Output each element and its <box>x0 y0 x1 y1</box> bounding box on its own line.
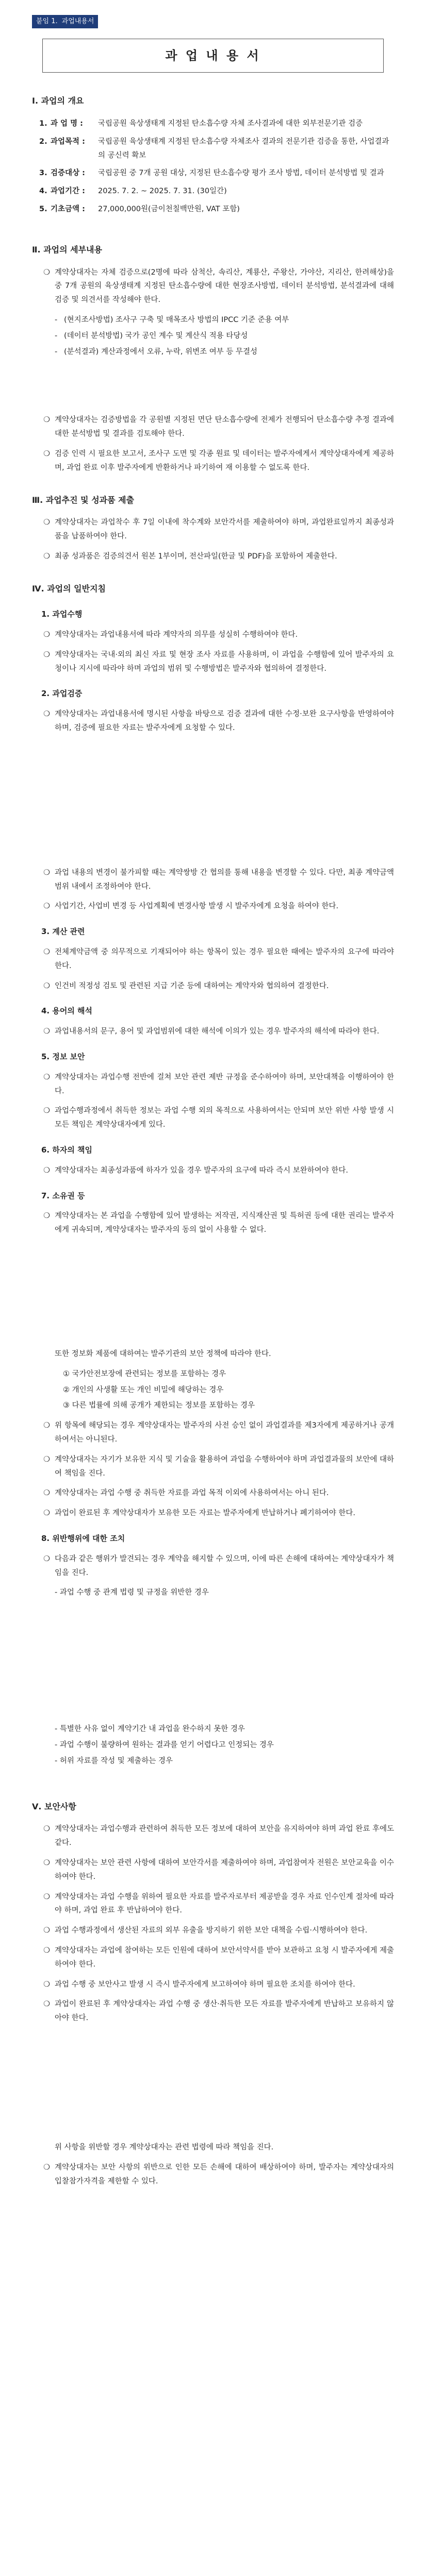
paragraph-text: 또한 정보화 제품에 대하여는 발주기관의 보안 정책에 따라야 한다. <box>55 1349 271 1358</box>
subsection-heading: 5. 정보 보안 <box>41 1052 85 1061</box>
paragraph-text: 과업 내용의 변경이 불가피할 때는 계약쌍방 간 협의를 통해 내용을 변경할 수 있다. 다만, 최종 계약금액 범위 내에서 조정하여야 한다. <box>55 868 394 891</box>
dash-item <box>55 1586 394 1600</box>
circled-text: ② 개인의 사생활 또는 개인 비밀에 해당하는 경우 <box>63 1385 224 1394</box>
row-number: 3. <box>39 169 47 178</box>
bullet-icon: ❍ <box>43 631 50 639</box>
dash-icon: - <box>55 315 58 324</box>
overview-row <box>39 166 394 180</box>
paragraph-text: 계약상대자는 과업에 참여하는 모든 인원에 대하여 보안서약서를 받아 보관하고 요청 시 발주자에게 제출하여야 한다. <box>55 1946 394 1969</box>
paragraph <box>43 1822 394 1850</box>
paragraph <box>43 1164 394 1178</box>
paragraph <box>43 1104 394 1132</box>
bullet-icon: ❍ <box>43 1212 50 1221</box>
subsection-heading: 1. 과업수행 <box>41 609 83 619</box>
section-guidelines-heading: Ⅳ. 과업의 일반지침 <box>32 583 106 594</box>
dash-item <box>55 345 394 359</box>
bullet-icon: ❍ <box>43 1554 50 1563</box>
paragraph-text: 사업기간, 사업비 변경 등 사업계획에 변경사항 발생 시 발주자에게 요청을 하여야 한다. <box>55 902 339 911</box>
paragraph <box>43 516 394 544</box>
bullet-icon <box>43 1347 55 1361</box>
paragraph-text: 과업이 완료된 후 계약상대자는 과업 수행 중 생산·취득한 모든 자료를 발주자에게 반납하고 보유하지 않아야 한다. <box>55 2000 394 2023</box>
bullet-icon: ❍ <box>43 1858 50 1867</box>
subsection-heading: 7. 소유권 등 <box>41 1191 85 1200</box>
bullet-icon: ❍ <box>43 1892 50 1901</box>
subsection-heading: 2. 과업검증 <box>41 689 83 699</box>
paragraph <box>43 1071 394 1098</box>
row-number: 4. <box>39 187 47 196</box>
dash-text: (분석결과) 계산과정에서 오류, 누락, 위변조 여부 등 무결성 <box>64 347 257 356</box>
paragraph <box>43 1856 394 1884</box>
paragraph-text: 과업 수행 중 보안사고 발생 시 즉시 발주자에게 보고하여야 하며 필요한 조치를 하여야 한다. <box>55 1980 355 1989</box>
dash-icon: - <box>55 347 58 356</box>
row-key: 기초금액 : <box>51 202 98 216</box>
row-value: 27,000,000원(금이천칠백만원, VAT 포함) <box>98 205 240 214</box>
bullet-icon: ❍ <box>43 1107 50 1115</box>
dash-text: (현지조사방법) 조사구 구축 및 매목조사 방법의 IPCC 기준 준용 여부 <box>64 315 289 324</box>
paragraph <box>43 550 394 564</box>
paragraph-text: 검증 인력 시 필요한 보고서, 조사구 도면 및 각종 원료 및 데이터는 발주자에게서 계약상대자에게 제공하며, 과업 완료 이후 발주자에게 반환하거나 파기하여 재 이용할 수 없도록 한다. <box>55 450 394 472</box>
paragraph <box>43 266 394 307</box>
bullet-icon: ❍ <box>43 450 50 458</box>
bullet-icon: ❍ <box>43 1421 50 1430</box>
circled-text: ① 국가안전보장에 관련되는 정보를 포함하는 경우 <box>63 1369 226 1378</box>
circled-text: ③ 다른 법률에 의해 공개가 제한되는 정보를 포함하는 경우 <box>63 1401 255 1410</box>
bullet-icon: ❍ <box>43 416 50 425</box>
paragraph-text: 과업이 완료된 후 계약상대자가 보유한 모든 자료는 발주자에게 반납하거나 폐기하여야 한다. <box>55 1509 355 1518</box>
paragraph <box>43 1209 394 1237</box>
bullet-icon: ❍ <box>43 1509 50 1518</box>
paragraph <box>43 1978 394 1992</box>
circled-item <box>63 1399 394 1413</box>
paragraph-text: 계약상대자는 보안 사항의 위반으로 인한 모든 손해에 대하여 배상하여야 하며, 발주자는 계약상대자의 입찰참가자격을 제한할 수 있다. <box>55 2163 394 2185</box>
paragraph-text: 과업 수행과정에서 생산된 자료의 외부 유출을 방지하기 위한 보안 대책을 수립·시행하여야 한다. <box>55 1926 368 1935</box>
row-number: 1. <box>39 120 47 128</box>
paragraph <box>43 866 394 894</box>
subsection-heading: 3. 계산 관련 <box>41 927 85 937</box>
paragraph-text: 위 사항을 위반할 경우 계약상대자는 관련 법령에 따라 책임을 진다. <box>55 2143 274 2152</box>
bullet-icon: ❍ <box>43 902 50 911</box>
paragraph-text: 최종 성과품은 검증의견서 원본 1부이며, 전산파일(한글 및 PDF)을 포함하여 제출한다. <box>55 552 337 561</box>
dash-text: - 허위 자료를 작성 및 제출하는 경우 <box>55 1756 173 1765</box>
paragraph-text: 계약상대자는 과업수행 전반에 걸쳐 보안 관련 제반 규정을 준수하여야 하며, 보안대책을 이행하여야 한다. <box>55 1073 394 1095</box>
section-security-heading: Ⅴ. 보안사항 <box>32 1801 76 1811</box>
dash-icon: - <box>55 331 58 340</box>
paragraph-text: 계약상대자는 과업착수 후 7일 이내에 착수계와 보안각서를 제출하여야 하며, 과업완료일까지 최종성과품을 납품하여야 한다. <box>55 518 394 541</box>
paragraph <box>43 413 394 441</box>
row-number: 5. <box>39 205 47 214</box>
paragraph-text: 다음과 같은 행위가 발견되는 경우 계약을 해지할 수 있으며, 이에 따른 손해에 대하여는 계약상대자가 책임을 진다. <box>55 1554 394 1577</box>
paragraph-text: 위 항목에 해당되는 경우 계약상대자는 발주자의 사전 승인 없이 과업결과를 제3자에게 제공하거나 공개하여서는 아니된다. <box>55 1421 394 1444</box>
bullet-icon <box>43 2141 55 2155</box>
bullet-icon: ❍ <box>43 2163 50 2172</box>
paragraph <box>43 707 394 735</box>
paragraph <box>43 1453 394 1481</box>
paragraph-text: 계약상대자는 검증방법을 각 공원별 지정된 면단 탄소흡수량에 전제가 전행되어 탄소흡수량 추정 결과에 대한 분석방법 및 결과를 검토해야 한다. <box>55 416 394 438</box>
paragraph <box>43 2161 394 2189</box>
paragraph <box>43 1890 394 1918</box>
bullet-icon: ❍ <box>43 518 50 527</box>
subsection-heading: 4. 용어의 해석 <box>41 1006 93 1016</box>
bullet-icon: ❍ <box>43 1926 50 1935</box>
circled-item <box>63 1383 394 1397</box>
paragraph <box>43 945 394 973</box>
paragraph <box>43 1924 394 1938</box>
subsection-heading: 6. 하자의 책임 <box>41 1145 93 1155</box>
bullet-icon: ❍ <box>43 1073 50 1081</box>
dash-text: (데이터 분석방법) 국가 공인 계수 및 계산식 적용 타당성 <box>64 331 248 340</box>
dash-item <box>55 1754 394 1768</box>
bullet-icon: ❍ <box>43 1166 50 1175</box>
row-key: 과업기간 : <box>51 184 98 198</box>
paragraph <box>43 1997 394 2025</box>
section-details-heading: Ⅱ. 과업의 세부내용 <box>32 244 102 255</box>
row-key: 과업목적 : <box>51 135 98 163</box>
attachment-name: 과업내용서 <box>61 18 94 25</box>
document-title: 과 업 내 용 서 <box>42 39 384 73</box>
bullet-icon: ❍ <box>43 1027 50 1036</box>
paragraph-text: 계약상대자는 과업수행과 관련하여 취득한 모든 정보에 대하여 보안을 유지하여야 하며 과업 완료 후에도 같다. <box>55 1825 394 1848</box>
overview-row <box>39 184 394 198</box>
bullet-icon: ❍ <box>43 1980 50 1989</box>
bullet-icon: ❍ <box>43 710 50 719</box>
dash-text: - 특별한 사유 없이 계약기간 내 과업을 완수하지 못한 경우 <box>55 1725 245 1734</box>
attachment-label <box>32 15 98 28</box>
paragraph-text: 계약상대자는 국내·외의 최신 자료 및 현장 조사 자료를 사용하며, 이 과업을 수행함에 있어 발주자의 요청이나 지시에 따라야 하며 과업의 범위 및 수행방법은 발주자와 협의하여 결정한다. <box>55 650 394 673</box>
circled-item <box>63 1367 394 1381</box>
paragraph-text: 과업수행과정에서 취득한 정보는 과업 수행 외의 목적으로 사용하여서는 안되며 보안 위반 사항 발생 시 모든 책임은 계약상대자에게 있다. <box>55 1107 394 1129</box>
bullet-icon: ❍ <box>43 552 50 561</box>
paragraph-text: 계약상대자는 최종성과품에 하자가 있을 경우 발주자의 요구에 따라 즉시 보완하여야 한다. <box>55 1166 348 1175</box>
section-overview-heading: Ⅰ. 과업의 개요 <box>32 96 84 106</box>
overview-row <box>39 202 394 216</box>
bullet-icon: ❍ <box>43 981 50 990</box>
bullet-icon: ❍ <box>43 1946 50 1955</box>
paragraph <box>43 2141 394 2155</box>
section-submission-heading: Ⅲ. 과업추진 및 성과품 제출 <box>32 495 135 505</box>
paragraph <box>43 628 394 642</box>
bullet-icon: ❍ <box>43 1455 50 1464</box>
paragraph-text: 계약상대자는 과업내용서에 명시된 사항을 바탕으로 검증 결과에 대한 수정·보완 요구사항을 반영하여야 하며, 검증에 필요한 자료는 발주자에게 요청할 수 있다. <box>55 710 394 732</box>
row-key: 검증대상 : <box>51 166 98 180</box>
dash-item <box>55 329 394 343</box>
paragraph <box>43 1419 394 1447</box>
row-value: 국립공원 육상생태계 지정된 탄소흡수량 자체조사 결과의 전문기관 검증을 통한, 사업결과의 공신력 확보 <box>98 137 389 160</box>
paragraph-text: 계약상대자는 과업 수행을 위하여 필요한 자료를 발주자로부터 제공받을 경우 자료 인수인계 절차에 따라야 하며, 과업 완료 후 반납하여야 한다. <box>55 1892 394 1915</box>
paragraph-text: 계약상대자는 본 과업을 수행함에 있어 발생하는 저작권, 지식재산권 및 특허권 등에 대한 권리는 발주자에게 귀속되며, 계약상대자는 발주자의 동의 없이 사용할 수 없다. <box>55 1212 394 1234</box>
paragraph <box>43 979 394 993</box>
paragraph <box>43 1347 394 1361</box>
paragraph <box>43 447 394 475</box>
paragraph-text: 계약상대자는 자기가 보유한 지식 및 기술을 활용하여 과업을 수행하여야 하며 과업결과물의 보안에 대하여 책임을 진다. <box>55 1455 394 1478</box>
row-value: 국립공원 육상생태계 지정된 탄소흡수량 자체 조사결과에 대한 외부전문기관 검증 <box>98 120 363 128</box>
dash-item <box>55 1738 394 1752</box>
paragraph <box>43 900 394 913</box>
paragraph-text: 계약상대자는 자체 검증으로(2명에 따라 삼척산, 속리산, 계룡산, 주왕산, 가야산, 지리산, 한려해상)을 중 7개 공원의 육상생태계 지정된 탄소흡수량에 대한 현장조사방법, 데이터 분석방법, 분석결과에 대해 검증 및 의견서를 작성해야 한다. <box>55 268 394 304</box>
bullet-icon: ❍ <box>43 948 50 956</box>
dash-item <box>55 313 394 327</box>
subsection-heading: 8. 위반행위에 대한 조치 <box>41 1534 125 1544</box>
row-key: 과 업 명 : <box>51 117 98 131</box>
paragraph-text: 계약상대자는 과업내용서에 따라 계약자의 의무를 성실히 수행하여야 한다. <box>55 631 298 639</box>
row-value: 2025. 7. 2. ~ 2025. 7. 31. (30일간) <box>98 187 227 196</box>
paragraph <box>43 1552 394 1580</box>
paragraph <box>43 1944 394 1972</box>
paragraph-text: 계약상대자는 과업 수행 중 취득한 자료를 과업 목적 이외에 사용하여서는 아니 된다. <box>55 1489 329 1498</box>
paragraph <box>43 648 394 676</box>
dash-item <box>55 1722 394 1736</box>
row-number: 2. <box>39 137 47 146</box>
bullet-icon: ❍ <box>43 2000 50 2009</box>
paragraph-text: 전체계약금액 중 의무적으로 기재되어야 하는 항목이 있는 경우 필요한 때에는 발주자의 요구에 따라야 한다. <box>55 948 394 970</box>
bullet-icon: ❍ <box>43 868 50 877</box>
row-value: 국립공원 중 7개 공원 대상, 지정된 탄소흡수량 평가 조사 방법, 데이터 분석방법 및 결과 <box>98 169 384 178</box>
attachment-tag: 붙임 1. <box>36 18 58 25</box>
paragraph-text: 계약상대자는 보안 관련 사항에 대하여 보안각서를 제출하여야 하며, 과업참여자 전원은 보안교육을 이수하여야 한다. <box>55 1858 394 1881</box>
bullet-icon: ❍ <box>43 1825 50 1834</box>
dash-text: - 과업 수행 중 관계 법령 및 규정을 위반한 경우 <box>55 1588 209 1597</box>
paragraph <box>43 1486 394 1500</box>
paragraph-text: 과업내용서의 문구, 용어 및 과업범위에 대한 해석에 이의가 있는 경우 발주자의 해석에 따라야 한다. <box>55 1027 380 1036</box>
overview-row <box>39 117 394 131</box>
dash-text: - 과업 수행이 불량하여 원하는 결과를 얻기 어렵다고 인정되는 경우 <box>55 1741 274 1750</box>
paragraph <box>43 1025 394 1039</box>
bullet-icon: ❍ <box>43 268 50 277</box>
paragraph <box>43 1506 394 1520</box>
paragraph-text: 인건비 적정성 검토 및 관련된 지급 기준 등에 대하여는 계약자와 협의하여 결정한다. <box>55 981 329 990</box>
bullet-icon: ❍ <box>43 650 50 659</box>
bullet-icon: ❍ <box>43 1489 50 1498</box>
overview-row <box>39 135 394 163</box>
